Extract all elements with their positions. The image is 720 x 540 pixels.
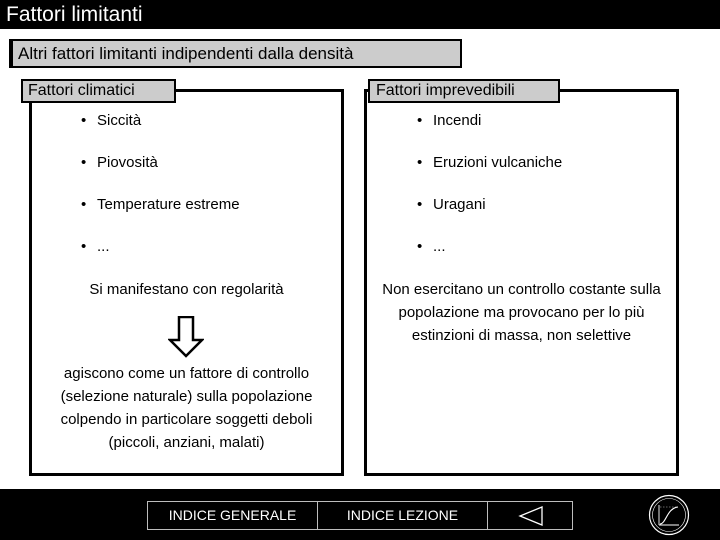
logistic-curve-logo	[648, 494, 690, 536]
list-item: • Piovosità	[81, 154, 158, 171]
bullet-icon: •	[81, 196, 87, 213]
back-button[interactable]	[487, 501, 573, 530]
climatic-factors-heading: Fattori climatici	[23, 81, 174, 101]
bullet-icon: •	[81, 112, 87, 129]
unpredictable-factors-heading: Fattori imprevedibili	[370, 81, 558, 101]
list-item: • ...	[417, 238, 446, 255]
bullet-icon: •	[417, 154, 423, 171]
list-item: • ...	[81, 238, 110, 255]
bullet-icon: •	[417, 238, 423, 255]
down-arrow-icon	[168, 316, 204, 358]
list-item: • Siccità	[81, 112, 142, 129]
regularity-statement: Si manifestano con regolarità	[89, 281, 284, 298]
list-item: • Eruzioni vulcaniche	[417, 154, 563, 171]
bullet-icon: •	[81, 154, 87, 171]
list-item: • Uragani	[417, 196, 486, 213]
lesson-index-button[interactable]: INDICE LEZIONE	[317, 501, 488, 530]
slide-title: Fattori limitanti	[6, 3, 143, 26]
general-index-button[interactable]: INDICE GENERALE	[147, 501, 318, 530]
mass-extinction-statement: Non esercitano un controllo costante sulla popolazione ma provocano per lo più estinzioni di massa, non selettive	[382, 281, 661, 344]
bullet-icon: •	[417, 196, 423, 213]
control-effect-text: agiscono come un fattore di controllo (selezione naturale) sulla popolazione colpendo in particolare soggetti deboli (piccoli, anziani, malati)	[60, 365, 313, 451]
bullet-icon: •	[417, 112, 423, 129]
triangle-left-icon	[518, 506, 544, 526]
bullet-icon: •	[81, 238, 87, 255]
list-item: • Temperature estreme	[81, 196, 240, 213]
list-item: • Incendi	[417, 112, 482, 129]
slide-subtitle: Altri fattori limitanti indipendenti dalla densità	[13, 41, 460, 66]
